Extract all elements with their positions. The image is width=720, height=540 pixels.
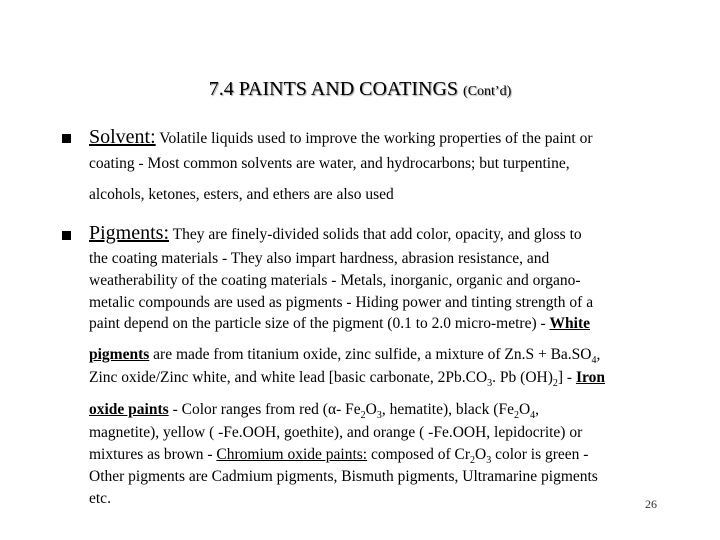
pigments-text-8d: - Fe — [336, 401, 361, 418]
pigments-text-7c: . Pb (OH) — [492, 369, 553, 386]
pigments-line-1 — [89, 222, 582, 245]
pigments-text-8h: , hematite), black (Fe — [381, 401, 514, 418]
bullet-solvent-icon — [62, 134, 71, 143]
sub-cr2: 2 — [470, 455, 475, 467]
pigments-line-3: weatherability of the coating materials - Metals, inorganic, organic and organo- — [89, 272, 581, 289]
iron-oxide-end: oxide paints — [89, 401, 169, 418]
sub-fe2-b: 2 — [513, 410, 519, 422]
white-pigments-end: pigments — [89, 346, 150, 363]
sub-o3-b: 3 — [486, 455, 492, 467]
pigments-text-8l: , — [535, 401, 540, 418]
pigments-text-7a: Zinc oxide/Zinc white, and white lead [basic carbonate, 2Pb.CO — [89, 369, 488, 386]
pigments-line-7 — [89, 369, 605, 390]
pigments-line-4: metalic compounds are used as pigments - Hiding power and tinting strength of a — [89, 294, 594, 311]
white-pigments-start: White — [549, 315, 591, 332]
chromium-oxide-paints: Chromium oxide paints: — [216, 446, 368, 463]
sub-fe2-a: 2 — [360, 410, 366, 422]
pigments-term: Pigments: — [89, 222, 170, 244]
pigments-text-8b: - Color ranges from red ( — [168, 401, 328, 418]
alpha-symbol: α — [327, 401, 337, 418]
pigments-text-10a: mixtures as brown - — [89, 446, 217, 463]
pigments-line-5 — [89, 315, 590, 333]
solvent-line-3: alcohols, ketones, esters, and ethers are also used — [89, 186, 394, 203]
solvent-line-1 — [89, 126, 593, 149]
slide-title — [0, 78, 720, 101]
title-text: 7.4 PAINTS AND COATINGS — [208, 78, 459, 100]
pigments-text-1: They are finely-divided solids that add color, opacity, and gloss to — [172, 226, 582, 243]
solvent-line-2: coating - Most common solvents are water, and hydrocarbons; but turpentine, — [89, 155, 570, 172]
pigments-line-12: etc. — [89, 490, 111, 507]
pigments-text-8j: O — [518, 401, 531, 418]
pigments-line-10 — [89, 446, 589, 467]
pigments-text-10g: color is green - — [491, 446, 589, 463]
sub-co3: 3 — [487, 378, 493, 390]
pigments-text-8f: O — [365, 401, 377, 418]
pigments-line-9: magnetite), yellow ( -Fe.OOH, goethite), and orange ( -Fe.OOH, lepidocrite) or — [89, 424, 583, 441]
pigments-text-10e: O — [475, 446, 487, 463]
pigments-text-5a: paint depend on the particle size of the pigment (0.1 to 2.0 micro-metre) - — [89, 315, 550, 332]
pigments-line-11: Other pigments are Cadmium pigments, Bismuth pigments, Ultramarine pigments — [89, 468, 598, 485]
bullet-pigments-icon — [62, 231, 71, 240]
title-suffix: (Cont’d) — [463, 84, 512, 99]
pigments-text-10c: composed of Cr — [367, 446, 470, 463]
sub-so4: 4 — [591, 355, 597, 367]
pigments-line-6 — [89, 346, 601, 367]
pigments-text-6b: are made from titanium oxide, zinc sulfide, a mixture of Zn.S + Ba.SO — [149, 346, 592, 363]
sub-oh2: 2 — [552, 378, 558, 390]
pigments-text-6d: , — [596, 346, 601, 363]
page-number: 26 — [645, 497, 657, 511]
pigments-text-7e: ] - — [557, 369, 576, 386]
iron-oxide-start: Iron — [575, 369, 605, 386]
pigments-line-8 — [89, 401, 540, 422]
solvent-term: Solvent: — [89, 126, 156, 148]
sub-o3-a: 3 — [376, 410, 382, 422]
pigments-line-2: the coating materials - They also impart hardness, abrasion resistance, and — [89, 250, 550, 267]
solvent-text-1: Volatile liquids used to improve the working properties of the paint or — [159, 130, 593, 147]
sub-o4: 4 — [530, 410, 536, 422]
